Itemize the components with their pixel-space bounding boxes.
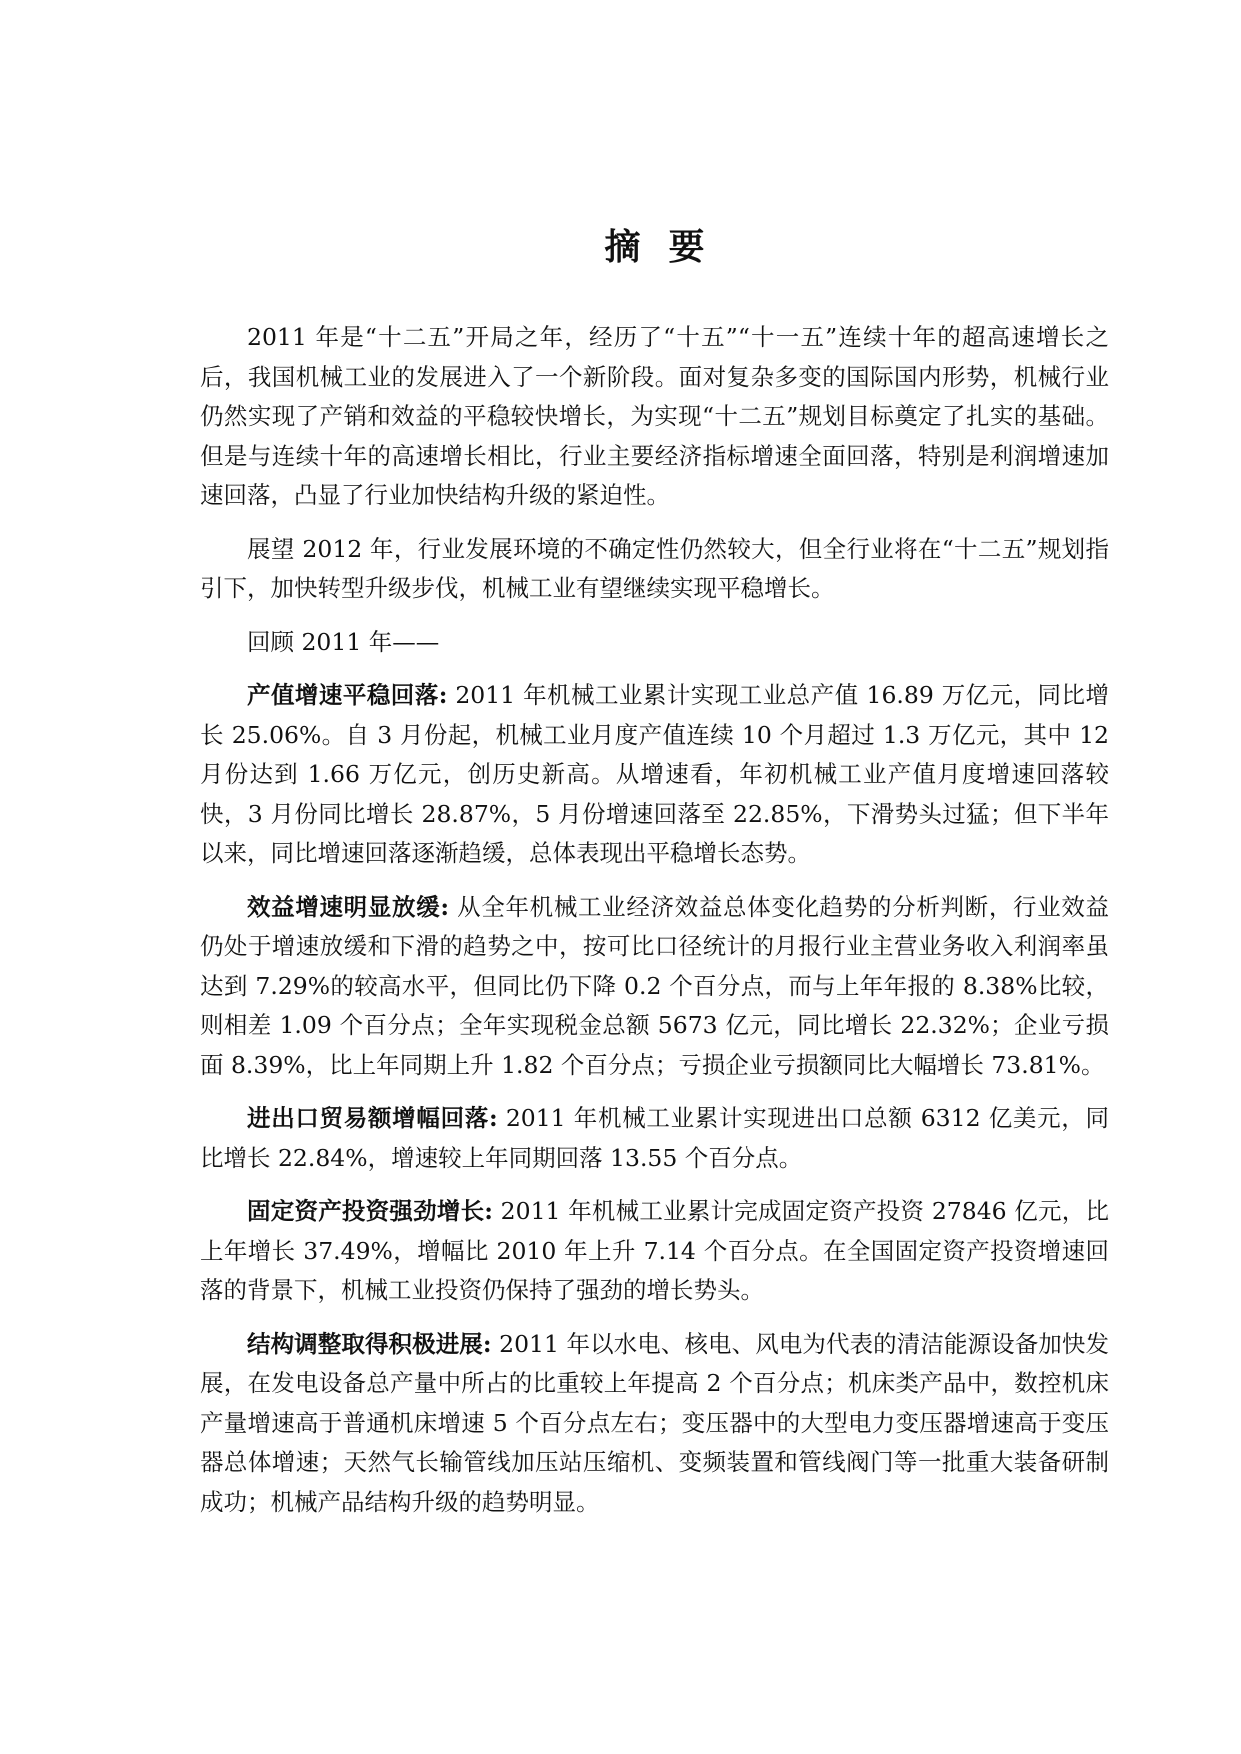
paragraph-lead: 结构调整取得积极进展: <box>247 1329 492 1358</box>
paragraph-intro <box>200 318 1109 516</box>
paragraph-lead: 效益增速明显放缓: <box>247 892 450 921</box>
paragraph-structure <box>200 1325 1109 1523</box>
paragraph-text: 回顾 2011 年—— <box>247 627 440 656</box>
paragraph-outlook <box>200 530 1109 609</box>
paragraph-investment <box>200 1192 1109 1311</box>
summary-body <box>200 318 1109 1536</box>
title-char-2: 要 <box>668 226 705 268</box>
paragraph-text: 从全年机械工业经济效益总体变化趋势的分析判断，行业效益仍处于增速放缓和下滑的趋势之中，按可比口径统计的月报行业主营业务收入利润率虽达到 7.29%的较高水平，但同比仍下降 0.2 个百分点，而与上年年报的 8.38%比较，则相差 1.09 个百分点；全年实现税金总额 5673 亿元，同比增长 22.32%；企业亏损面 8.39%，比上年同期上升 1.82 个百分点；亏损企业亏损额同比大幅增长 73.81%。 <box>200 892 1109 1079</box>
paragraph-profit <box>200 888 1109 1086</box>
paragraph-review <box>200 623 1109 663</box>
paragraph-text: 展望 2012 年，行业发展环境的不确定性仍然较大，但全行业将在“十二五”规划指引下，加快转型升级步伐，机械工业有望继续实现平稳增长。 <box>200 534 1109 602</box>
paragraph-text: 2011 年以水电、核电、风电为代表的清洁能源设备加快发展，在发电设备总产量中所占的比重较上年提高 2 个百分点；机床类产品中，数控机床产量增速高于普通机床增速 5 个百分点左右；变压器中的大型电力变压器增速高于变压器总体增速；天然气长输管线加压站压缩机、变频装置和管线阀门等一批重大装备研制成功；机械产品结构升级的趋势明显。 <box>200 1329 1109 1516</box>
paragraph-text: 2011 年是“十二五”开局之年，经历了“十五”“十一五”连续十年的超高速增长之后，我国机械工业的发展进入了一个新阶段。面对复杂多变的国际国内形势，机械行业仍然实现了产销和效益的平稳较快增长，为实现“十二五”规划目标奠定了扎实的基础。但是与连续十年的高速增长相比，行业主要经济指标增速全面回落，特别是利润增速加速回落，凸显了行业加快结构升级的紧迫性。 <box>200 323 1109 509</box>
paragraph-output <box>200 676 1109 874</box>
paragraph-lead: 固定资产投资强劲增长: <box>247 1197 493 1225</box>
paragraph-text: 2011 年机械工业累计实现进出口总额 6312 亿美元，同比增长 22.84%，增速较上年同期回落 13.55 个百分点。 <box>200 1104 1109 1172</box>
paragraph-text: 2011 年机械工业累计完成固定资产投资 27846 亿元，比上年增长 37.49%，增幅比 2010 年上升 7.14 个百分点。在全国固定资产投资增速回落的背景下，机械工业投资仍保持了强劲的增长势头。 <box>200 1197 1109 1304</box>
paragraph-lead: 进出口贸易额增幅回落: <box>247 1104 498 1132</box>
page-title <box>200 225 1109 269</box>
paragraph-trade <box>200 1099 1109 1178</box>
paragraph-text: 2011 年机械工业累计实现工业总产值 16.89 万亿元，同比增长 25.06%。自 3 月份起，机械工业月度产值连续 10 个月超过 1.3 万亿元，其中 12 月份达到 1.66 万亿元，创历史新高。从增速看，年初机械工业产值月度增速回落较快，3 月份同比增长 28.87%，5 月份增速回落至 22.85%，下滑势头过猛；但下半年以来，同比增速回落逐渐趋缓，总体表现出平稳增长态势。 <box>200 681 1109 867</box>
title-char-1: 摘 <box>604 226 641 268</box>
paragraph-lead: 产值增速平稳回落: <box>247 681 448 709</box>
